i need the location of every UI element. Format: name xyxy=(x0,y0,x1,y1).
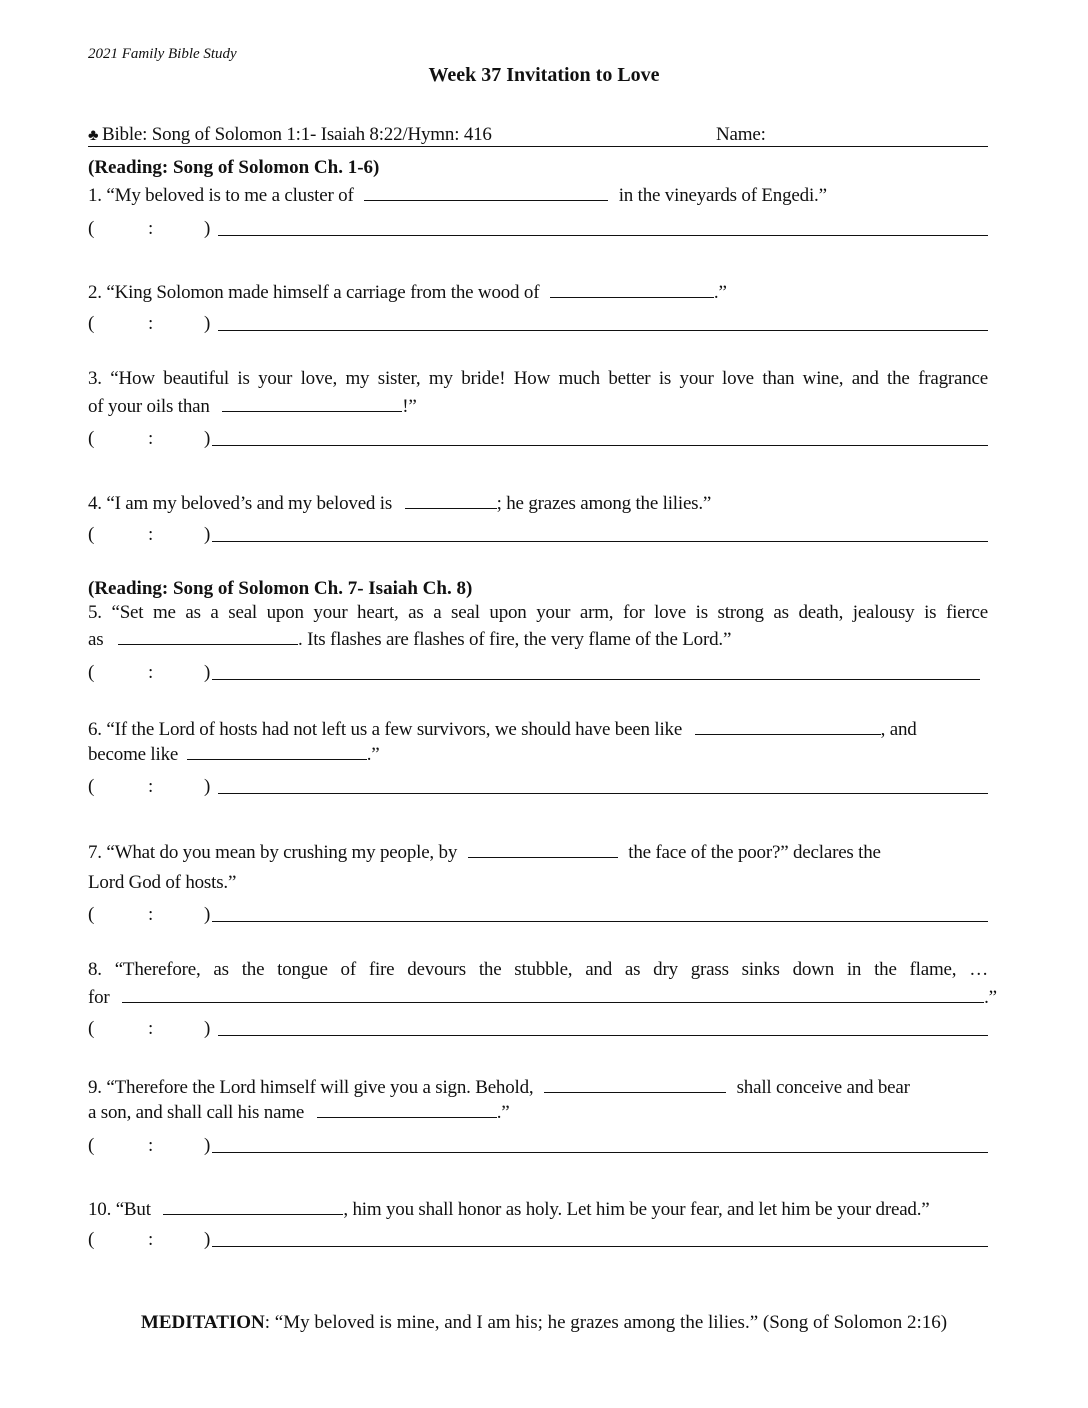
question-1-text-b: in the vineyards of Engedi.” xyxy=(618,185,827,206)
question-4 xyxy=(88,491,711,515)
answer-line-2[interactable] xyxy=(218,330,988,331)
question-10-text-b: , him you shall honor as holy. Let him be your fear, and let him be your dread.” xyxy=(343,1199,930,1220)
question-2-blank[interactable] xyxy=(550,280,714,298)
series-label: 2021 Family Bible Study xyxy=(88,46,237,62)
question-10-blank[interactable] xyxy=(163,1197,343,1215)
question-4-blank[interactable] xyxy=(405,491,497,509)
question-6-text-a: 6. “If the Lord of hosts had not left us a few survivors, we should have been like xyxy=(88,719,683,740)
page-title: Week 37 Invitation to Love xyxy=(428,64,660,86)
club-icon: ♣ xyxy=(88,127,99,144)
bible-info xyxy=(88,124,492,146)
name-label: Name: xyxy=(716,124,766,145)
question-5-line-1: 5. “Set me as a seal upon your heart, as a seal upon your arm, for love is strong as death, jealousy is fierce xyxy=(88,602,988,623)
question-6-line-2 xyxy=(88,742,379,766)
question-6-text-c: become like xyxy=(88,744,179,765)
question-10-text-a: 10. “But xyxy=(88,1199,151,1220)
question-5-text-b: . Its flashes are flashes of fire, the very flame of the Lord.” xyxy=(298,629,732,650)
question-5-blank[interactable] xyxy=(118,627,298,645)
question-7-text-a: 7. “What do you mean by crushing my people, by xyxy=(88,842,458,863)
question-4-text-a: 4. “I am my beloved’s and my beloved is xyxy=(88,493,393,514)
question-7-line-2: Lord God of hosts.” xyxy=(88,872,237,893)
answer-line-8[interactable] xyxy=(218,1035,988,1036)
answer-line-4[interactable] xyxy=(212,541,988,542)
question-9-blank-1[interactable] xyxy=(544,1075,726,1093)
question-4-text-b: ; he grazes among the lilies.” xyxy=(496,493,712,514)
question-3-blank[interactable] xyxy=(222,394,402,412)
bible-reference: Bible: Song of Solomon 1:1- Isaiah 8:22/Hymn: 416 xyxy=(102,124,492,145)
answer-ref-8: ( : ) xyxy=(88,1018,211,1039)
question-7-blank[interactable] xyxy=(468,840,618,858)
question-2-text-a: 2. “King Solomon made himself a carriage from the wood of xyxy=(88,282,540,303)
question-9-line-1 xyxy=(88,1075,988,1099)
answer-line-3[interactable] xyxy=(212,445,988,446)
answer-line-6[interactable] xyxy=(218,793,988,794)
question-9-text-d: .” xyxy=(496,1102,510,1123)
question-5-line-2 xyxy=(88,627,731,651)
question-3-text-b: !” xyxy=(402,396,417,417)
answer-ref-5: ( : ) xyxy=(88,662,211,683)
question-8-line-1: 8. “Therefore, as the tongue of fire devours the stubble, and as dry grass sinks down in the flame, … xyxy=(88,959,988,980)
question-9-line-2 xyxy=(88,1100,510,1124)
section-heading-2: (Reading: Song of Solomon Ch. 7- Isaiah Ch. 8) xyxy=(88,578,473,599)
meditation xyxy=(0,1312,1088,1334)
question-5-text-a: as xyxy=(88,629,104,650)
answer-ref-7: ( : ) xyxy=(88,904,211,925)
answer-ref-3: ( : ) xyxy=(88,428,211,449)
answer-ref-6: ( : ) xyxy=(88,776,211,797)
question-6-text-d: .” xyxy=(366,744,380,765)
question-7-text-b: the face of the poor?” declares the xyxy=(628,842,881,863)
bible-underline xyxy=(88,146,988,147)
question-1-text-a: 1. “My beloved is to me a cluster of xyxy=(88,185,354,206)
answer-ref-2: ( : ) xyxy=(88,313,211,334)
answer-ref-1: ( : ) xyxy=(88,218,211,239)
meditation-text: : “My beloved is mine, and I am his; he grazes among the lilies.” (Song of Solomon 2:16) xyxy=(264,1312,948,1333)
question-8-text-b: .” xyxy=(984,987,997,1008)
answer-ref-9: ( : ) xyxy=(88,1135,211,1156)
question-2 xyxy=(88,280,727,304)
question-8-line-2 xyxy=(88,985,997,1009)
question-3-text-a: of your oils than xyxy=(88,396,210,417)
question-8-blank[interactable] xyxy=(122,985,984,1003)
answer-line-5[interactable] xyxy=(212,679,980,680)
answer-line-10[interactable] xyxy=(212,1246,988,1247)
question-6-text-b: , and xyxy=(880,719,917,740)
answer-line-7[interactable] xyxy=(212,921,988,922)
answer-line-9[interactable] xyxy=(212,1152,988,1153)
question-1-blank[interactable] xyxy=(364,183,608,201)
section-heading-1: (Reading: Song of Solomon Ch. 1-6) xyxy=(88,157,380,178)
question-3-line-1: 3. “How beautiful is your love, my sister, my bride! How much better is your love than wine, and the fragrance xyxy=(88,368,988,389)
question-9-text-a: 9. “Therefore the Lord himself will give you a sign. Behold, xyxy=(88,1077,534,1098)
answer-ref-4: ( : ) xyxy=(88,524,211,545)
question-9-blank-2[interactable] xyxy=(317,1100,497,1118)
question-6-blank-2[interactable] xyxy=(187,742,367,760)
question-3-line-2 xyxy=(88,394,417,418)
question-9-text-b: shall conceive and bear xyxy=(736,1077,910,1098)
question-9-text-c: a son, and shall call his name xyxy=(88,1102,305,1123)
answer-ref-10: ( : ) xyxy=(88,1229,211,1250)
question-10 xyxy=(88,1197,930,1221)
question-6-line-1 xyxy=(88,717,988,741)
question-1 xyxy=(88,183,827,207)
question-6-blank-1[interactable] xyxy=(695,717,881,735)
question-2-text-b: .” xyxy=(713,282,727,303)
question-8-text-a: for xyxy=(88,987,110,1008)
meditation-label: MEDITATION xyxy=(140,1312,265,1333)
question-7-line-1 xyxy=(88,840,881,864)
answer-line-1[interactable] xyxy=(218,235,988,236)
